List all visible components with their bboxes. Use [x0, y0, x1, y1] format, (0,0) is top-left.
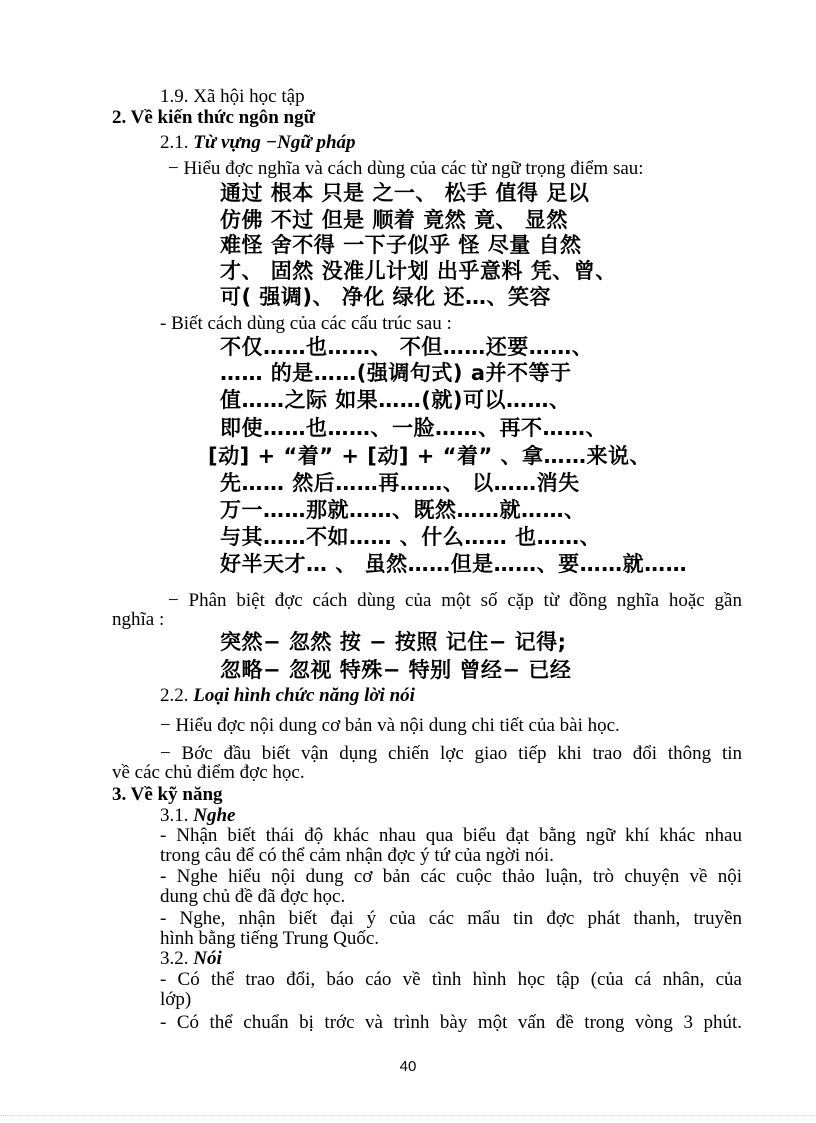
heading-3-2	[160, 948, 222, 970]
paragraph-listening-1b: trong câu để có thể cảm nhận đợc ý tứ của ngời nói.	[160, 845, 554, 866]
chinese-structure-line-6: 先…… 然后……再……、 以……消失	[220, 471, 580, 495]
footer-divider	[0, 1115, 816, 1116]
paragraph-listening-3a: - Nghe, nhận biết đại ý của các mẩu tin đợc phát thanh, truyền	[160, 908, 742, 929]
chinese-structure-line-8: 与其……不如…… 、什么…… 也……、	[220, 525, 602, 549]
heading-3-2-number: 3.2.	[160, 948, 194, 969]
section-1-9: 1.9. Xã hội học tập	[160, 86, 305, 107]
chinese-vocab-line-5: 可( 强调)、 净化 绿化 还…、笑容	[220, 285, 551, 309]
paragraph-listening-2a: - Nghe hiểu nội dung cơ bản các cuộc thảo luận, trò chuyện về nội	[160, 866, 742, 887]
paragraph-listening-1a: - Nhận biết thái độ khác nhau qua biểu đạt bằng ngữ khí khác nhau	[160, 825, 742, 846]
paragraph-synonyms-2: nghĩa :	[112, 609, 165, 630]
heading-3-2-title: Nói	[193, 948, 222, 969]
chinese-structure-line-2: …… 的是……(强调句式) a并不等于	[220, 361, 572, 385]
paragraph-listening-3b: hình bằng tiếng Trung Quốc.	[160, 928, 380, 949]
paragraph-content: − Hiểu đợc nội dung cơ bản và nội dung chi tiết của bài học.	[160, 715, 620, 736]
chinese-structure-line-9: 好半天才… 、 虽然……但是……、要……就……	[220, 552, 688, 576]
chinese-vocab-line-2: 仿佛 不过 但是 顺着 竟然 竟、 显然	[220, 208, 568, 232]
heading-2-1-title: Từ vựng −Ngữ pháp	[193, 132, 356, 153]
paragraph-vocab-intro: − Hiểu đợc nghĩa và cách dùng của các từ ngữ trọng điểm sau:	[168, 158, 644, 179]
paragraph-speaking-1b: lớp)	[160, 989, 192, 1010]
heading-2-2	[160, 685, 415, 707]
heading-2-1	[160, 132, 356, 154]
paragraph-synonyms-1: − Phân biệt đợc cách dùng của một số cặp từ đồng nghĩa hoặc gần	[168, 590, 742, 611]
chinese-structure-line-7: 万一……那就……、既然……就……、	[220, 498, 586, 522]
chinese-structure-line-4: 即使……也……、一脸……、再不……、	[220, 416, 607, 440]
heading-2: 2. Về kiến thức ngôn ngữ	[112, 107, 315, 128]
paragraph-strategy-1: − Bớc đầu biết vận dụng chiến lợc giao tiếp khi trao đổi thông tin	[160, 743, 742, 764]
chinese-structure-line-5: [动] + “着” + [动] + “着” 、拿……来说、	[208, 444, 652, 468]
chinese-vocab-line-3: 难怪 舍不得 一下子似乎 怪 尽量 自然	[220, 233, 582, 257]
chinese-structure-line-1: 不仅……也……、 不但……还要……、	[220, 335, 594, 359]
heading-3: 3. Về kỹ năng	[112, 784, 223, 805]
chinese-vocab-line-1: 通过 根本 只是 之一、 松手 值得 足以	[220, 181, 590, 205]
heading-2-2-number: 2.2.	[160, 685, 194, 706]
heading-3-1	[160, 805, 235, 827]
chinese-synonym-line-2: 忽略− 忽视 特殊− 特别 曾经− 已经	[220, 658, 572, 682]
paragraph-structures-intro: - Biết cách dùng của các cấu trúc sau :	[160, 313, 452, 334]
heading-3-1-number: 3.1.	[160, 805, 194, 826]
page-number: 40	[399, 1058, 417, 1075]
paragraph-speaking-1a: - Có thể trao đổi, báo cáo về tình hình học tập (của cá nhân, của	[160, 969, 742, 990]
heading-2-2-title: Loại hình chức năng lời nói	[193, 685, 415, 706]
paragraph-strategy-2: về các chủ điểm đợc học.	[112, 762, 305, 783]
chinese-structure-line-3: 值……之际 如果……(就)可以……、	[220, 388, 571, 412]
paragraph-speaking-2: - Có thể chuẩn bị trớc và trình bày một vấn đề trong vòng 3 phút.	[160, 1012, 742, 1033]
paragraph-listening-2b: dung chủ đề đã đợc học.	[160, 886, 346, 907]
chinese-vocab-line-4: 才、 固然 没准儿计划 出乎意料 凭、曾、	[220, 259, 617, 283]
heading-3-1-title: Nghe	[193, 805, 236, 826]
heading-2-1-number: 2.1.	[160, 132, 194, 153]
chinese-synonym-line-1: 突然− 忽然 按 − 按照 记住− 记得;	[220, 630, 567, 654]
